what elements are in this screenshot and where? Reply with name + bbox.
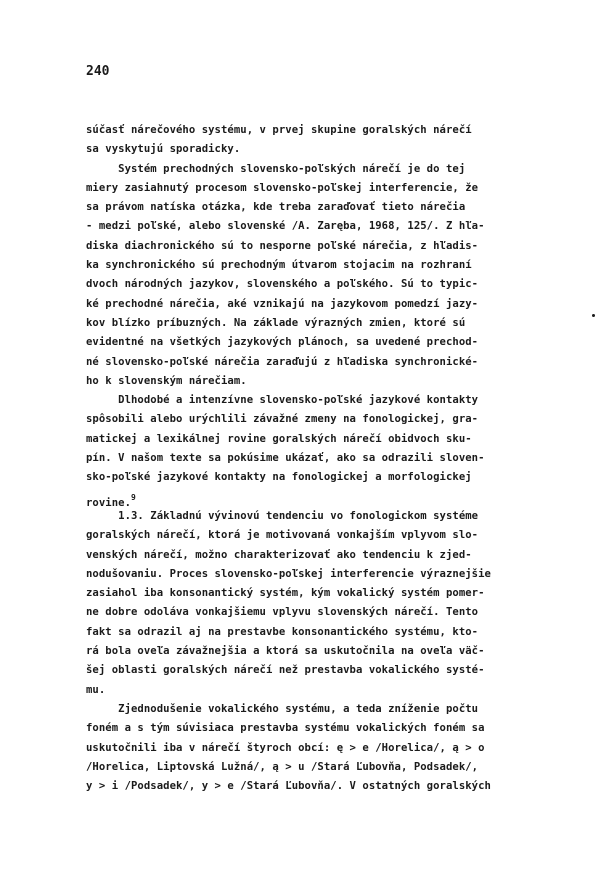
text-line: sa právom natíska otázka, kde treba zaraďovať tieto nárečia <box>86 201 466 214</box>
text-line: diska diachronického sú to nesporne poľské nárečia, z hľadis- <box>86 239 479 252</box>
page-number: 240 <box>86 64 110 79</box>
text-line: ka synchronického sú prechodným útvarom stojacim na rozhraní <box>86 259 472 272</box>
text-line: Systém prechodných slovensko-poľských nárečí je do tej <box>86 162 466 175</box>
text-line: kov blízko príbuzných. Na základe výrazných zmien, ktoré sú <box>86 316 466 329</box>
text-line: dvoch národných jazykov, slovenského a poľského. Sú to typic- <box>86 278 479 291</box>
text-line: /Horelica, Liptovská Lužná/, ą > u /Stará Ľubovňa, Podsadek/, <box>86 760 479 773</box>
text-line: nodušovaniu. Proces slovensko-poľskej interferencie výraznejšie <box>86 567 491 580</box>
text-line: fakt sa odrazil aj na prestavbe konsonantického systému, kto- <box>86 625 479 638</box>
text-line: sko-poľské jazykové kontakty na fonologickej a morfologickej <box>86 471 472 484</box>
text-line: pín. V našom texte sa pokúsime ukázať, ako sa odrazili sloven- <box>86 452 485 465</box>
text-line: miery zasiahnutý procesom slovensko-poľskej interferencie, že <box>86 181 479 194</box>
text-line: spôsobili alebo urýchlili závažné zmeny na fonologickej, gra- <box>86 413 479 426</box>
text-line: venských nárečí, možno charakterizovať ako tendenciu k zjed- <box>86 548 472 561</box>
text-line: zasiahol iba konsonantický systém, kým vokalický systém pomer- <box>86 587 485 600</box>
ink-speck <box>592 314 595 317</box>
text-line: ho k slovenským nárečiam. <box>86 374 247 387</box>
text-line: - medzi poľské, alebo slovenské /A. Zaręba, 1968, 125/. Z hľa- <box>86 220 485 233</box>
text-line-with-footnote <box>86 488 586 507</box>
body-text <box>86 121 586 796</box>
text-line: ké prechodné nárečia, aké vznikajú na jazykovom pomedzí jazy- <box>86 297 479 310</box>
text-line: sa vyskytujú sporadicky. <box>86 143 241 156</box>
text-line: uskutočnili iba v nárečí štyroch obcí: ę > e /Horelica/, ą > o <box>86 741 485 754</box>
text-line: né slovensko-poľské nárečia zaraďujú z hľadiska synchronické- <box>86 355 479 368</box>
text-line: šej oblasti goralských nárečí než prestavba vokalického systé- <box>86 664 485 677</box>
text-line: foném a s tým súvisiaca prestavba systému vokalických foném sa <box>86 722 485 735</box>
text-line: súčasť nárečového systému, v prvej skupine goralských nárečí <box>86 124 472 136</box>
text-line: 1.3. Základnú vývinovú tendenciu vo fonologickom systéme <box>86 509 479 522</box>
text-line: ne dobre odoláva vonkajšiemu vplyvu slovenských nárečí. Tento <box>86 606 479 619</box>
text-line: goralských nárečí, ktorá je motivovaná vonkajším vplyvom slo- <box>86 529 479 542</box>
text-line: Zjednodušenie vokalického systému, a teda zníženie počtu <box>86 702 479 715</box>
text-line: rovine. <box>86 496 131 509</box>
text-line: y > i /Podsadek/, y > e /Stará Ľubovňa/. V ostatných goralských <box>86 780 491 793</box>
footnote-marker: 9 <box>131 492 136 502</box>
text-line: rá bola oveľa závažnejšia a ktorá sa uskutočnila na oveľa väč- <box>86 645 485 658</box>
text-line: Dlhodobé a intenzívne slovensko-poľské jazykové kontakty <box>86 394 479 407</box>
text-line: evidentné na všetkých jazykových plánoch, sa uvedené prechod- <box>86 336 479 349</box>
text-line: mu. <box>86 683 106 696</box>
text-line: matickej a lexikálnej rovine goralských nárečí obidvoch sku- <box>86 432 472 445</box>
